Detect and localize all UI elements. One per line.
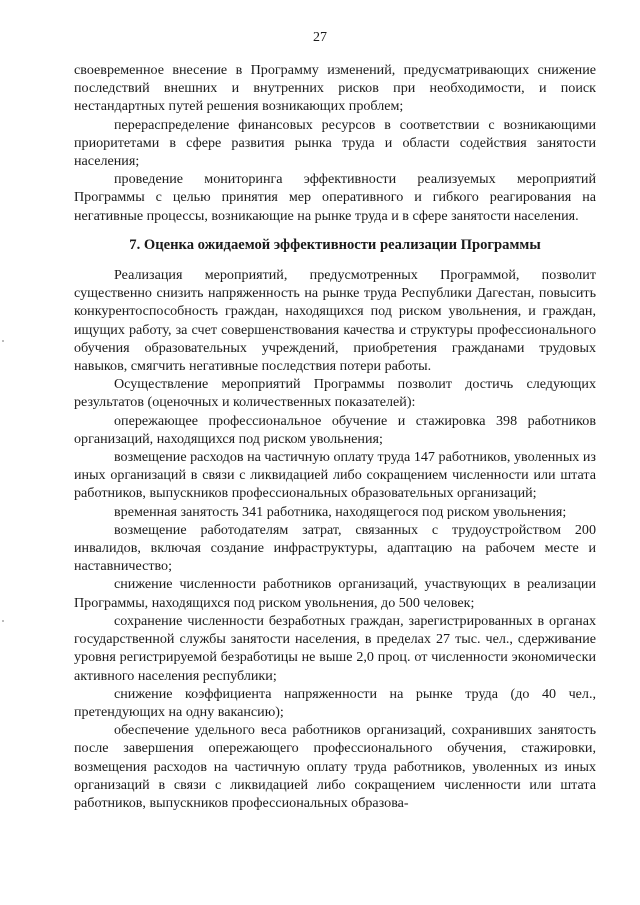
list-item: возмещение работодателям затрат, связанных с трудоустройством 200 инвалидов, включая создание инфраструктуры, адаптацию на рабочем месте и наставничество;	[74, 521, 596, 575]
scan-speck	[2, 340, 4, 342]
list-item: обеспечение удельного веса работников организаций, сохранивших занятость после завершения опережающего профессионального обучения, стажировки, возмещения расходов на частичную оплату труда работников, уволенных из иных организаций в связи с ликвидацией либо сокращением численности или штата работников, выпускников профессиональных образова-	[74, 722, 596, 811]
page-number: 27	[313, 30, 327, 45]
list-item: сохранение численности безработных граждан, зарегистрированных в органах государственной службы занятости населения, в пределах 27 тыс. чел., сдерживание уровня регистрируемой безработицы не выше 2,0 проц. от численности экономически активного населения республики;	[74, 612, 596, 684]
list-item: возмещение расходов на частичную оплату труда 147 работников, уволенных из иных организаций в связи с ликвидацией либо сокращением численности или штата работников, выпускников профессиональных образовательных организаций;	[74, 449, 596, 502]
document-body	[74, 61, 596, 812]
list-item: опережающее профессиональное обучение и стажировка 398 работников организаций, находящихся под риском увольнения;	[74, 412, 596, 447]
list-item: снижение численности работников организаций, участвующих в реализации Программы, находящихся под риском увольнения, до 500 человек;	[74, 576, 596, 611]
list-item: снижение коэффициента напряженности на рынке труда (до 40 чел., претендующих на одну вакансию);	[74, 685, 596, 720]
paragraph: Осуществление мероприятий Программы позволит достичь следующих результатов (оценочных и количественных показателей):	[74, 376, 596, 411]
paragraph: Реализация мероприятий, предусмотренных Программой, позволит существенно снизить напряженность на рынке труда Республики Дагестан, повысить конкурентоспособность граждан, находящихся под риском увольнения, и граждан, ищущих работу, за счет совершенствования качества и структуры профессионального обучения образовательных учреждений, приобретения гражданами трудовых навыков, смягчить негативные последствия потери работы.	[74, 267, 596, 375]
section-heading: 7. Оценка ожидаемой эффективности реализации Программы	[129, 236, 541, 253]
paragraph: перераспределение финансовых ресурсов в соответствии с возникающими приоритетами в сфере развития рынка труда и области содействия занятости населения;	[74, 116, 596, 170]
paragraph: проведение мониторинга эффективности реализуемых мероприятий Программы с целью принятия мер оперативного и гибкого реагирования на негативные процессы, возникающие на рынке труда и в сфере занятости населения.	[74, 171, 596, 224]
paragraph: своевременное внесение в Программу изменений, предусматривающих снижение последствий внешних и внутренних рисков при необходимости, и поиск нестандартных путей решения возникающих проблем;	[74, 62, 596, 115]
list-item: временная занятость 341 работника, находящегося под риском увольнения;	[114, 503, 567, 520]
scan-speck	[2, 620, 4, 622]
